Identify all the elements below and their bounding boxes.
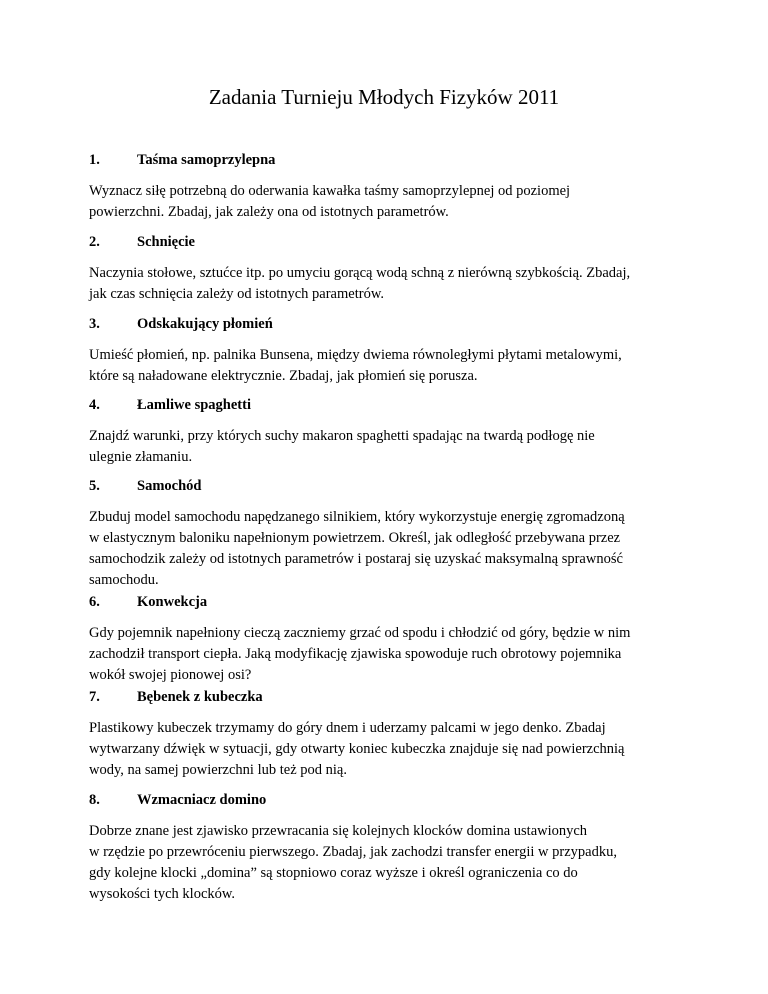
task-title: Schnięcie	[137, 234, 195, 250]
task-text-line: wody, na samej powierzchni lub też pod nią.	[89, 762, 347, 778]
task-description	[89, 426, 689, 468]
task-heading	[89, 592, 689, 612]
task-text-line: Dobrze znane jest zjawisko przewracania się kolejnych klocków domina ustawionych	[89, 823, 588, 839]
task-text-line: Naczynia stołowe, sztućce itp. po umyciu gorącą wodą schną z nierówną szybkością. Zbadaj,	[89, 265, 631, 281]
task-number: 6.	[89, 594, 100, 610]
task-title: Łamliwe spaghetti	[137, 397, 251, 413]
task-heading	[89, 687, 689, 707]
task-title: Bębenek z kubeczka	[137, 689, 263, 705]
document-title: Zadania Turnieju Młodych Fizyków 2011	[208, 85, 560, 109]
task-text-line: zachodził transport ciepła. Jaką modyfikację zjawiska spowoduje ruch obrotowy pojemnika	[89, 646, 622, 662]
task-number: 2.	[89, 234, 100, 250]
task-description	[89, 507, 689, 591]
task-text-line: wysokości tych klocków.	[89, 886, 236, 902]
task-text-line: Umieść płomień, np. palnika Bunsena, między dwiema równoległymi płytami metalowymi,	[89, 347, 622, 363]
task-text-line: powierzchni. Zbadaj, jak zależy ona od istotnych parametrów.	[89, 204, 449, 220]
task-text-line: Gdy pojemnik napełniony cieczą zaczniemy grzać od spodu i chłodzić od góry, będzie w nim	[89, 625, 631, 641]
task-heading	[89, 150, 689, 170]
task-text-line: w rzędzie po przewróceniu pierwszego. Zbadaj, jak zachodzi transfer energii w przypadku,	[89, 844, 617, 860]
task-description	[89, 623, 689, 686]
task-item	[89, 395, 689, 468]
task-text-line: jak czas schnięcia zależy od istotnych parametrów.	[89, 286, 384, 302]
task-text-line: wokół swojej pionowej osi?	[89, 667, 252, 683]
task-number: 1.	[89, 152, 100, 168]
task-description	[89, 821, 689, 905]
task-description	[89, 263, 689, 305]
task-title: Taśma samoprzylepna	[137, 152, 276, 168]
task-number: 3.	[89, 316, 100, 332]
task-text-line: wytwarzany dźwięk w sytuacji, gdy otwarty koniec kubeczka znajduje się nad powierzchnią	[89, 741, 625, 757]
task-number: 7.	[89, 689, 100, 705]
task-description	[89, 345, 689, 387]
task-text-line: Zbuduj model samochodu napędzanego silnikiem, który wykorzystuje energię zgromadzoną	[89, 509, 625, 525]
task-text-line: w elastycznym baloniku napełnionym powietrzem. Określ, jak odległość przebywana przez	[89, 530, 621, 546]
task-number: 5.	[89, 478, 100, 494]
task-text-line: samochodzik zależy od istotnych parametrów i postaraj się uzyskać maksymalną sprawność	[89, 551, 623, 567]
task-text-line: Znajdź warunki, przy których suchy makaron spaghetti spadając na twardą podłogę nie	[89, 428, 595, 444]
task-text-line: Wyznacz siłę potrzebną do oderwania kawałka taśmy samoprzylepnej od poziomej	[89, 183, 571, 199]
task-item	[89, 790, 689, 905]
task-item	[89, 314, 689, 387]
task-title: Konwekcja	[137, 594, 208, 610]
task-heading	[89, 314, 689, 334]
task-title: Odskakujący płomień	[137, 316, 273, 332]
task-number: 8.	[89, 792, 100, 808]
task-title: Wzmacniacz domino	[137, 792, 267, 808]
task-heading	[89, 476, 689, 496]
task-item	[89, 687, 689, 781]
task-text-line: które są naładowane elektrycznie. Zbadaj, jak płomień się porusza.	[89, 368, 478, 384]
task-description	[89, 181, 689, 223]
task-heading	[89, 790, 689, 810]
task-title: Samochód	[137, 478, 202, 494]
task-heading	[89, 232, 689, 252]
task-item	[89, 476, 689, 591]
task-item	[89, 592, 689, 686]
task-description	[89, 718, 689, 781]
task-text-line: gdy kolejne klocki „domina” są stopniowo coraz wyższe i określ ograniczenia co do	[89, 865, 578, 881]
task-number: 4.	[89, 397, 100, 413]
task-item	[89, 232, 689, 305]
task-heading	[89, 395, 689, 415]
task-text-line: samochodu.	[89, 572, 159, 588]
task-text-line: ulegnie złamaniu.	[89, 449, 193, 465]
task-item	[89, 150, 689, 223]
task-text-line: Plastikowy kubeczek trzymamy do góry dnem i uderzamy palcami w jego denko. Zbadaj	[89, 720, 606, 736]
